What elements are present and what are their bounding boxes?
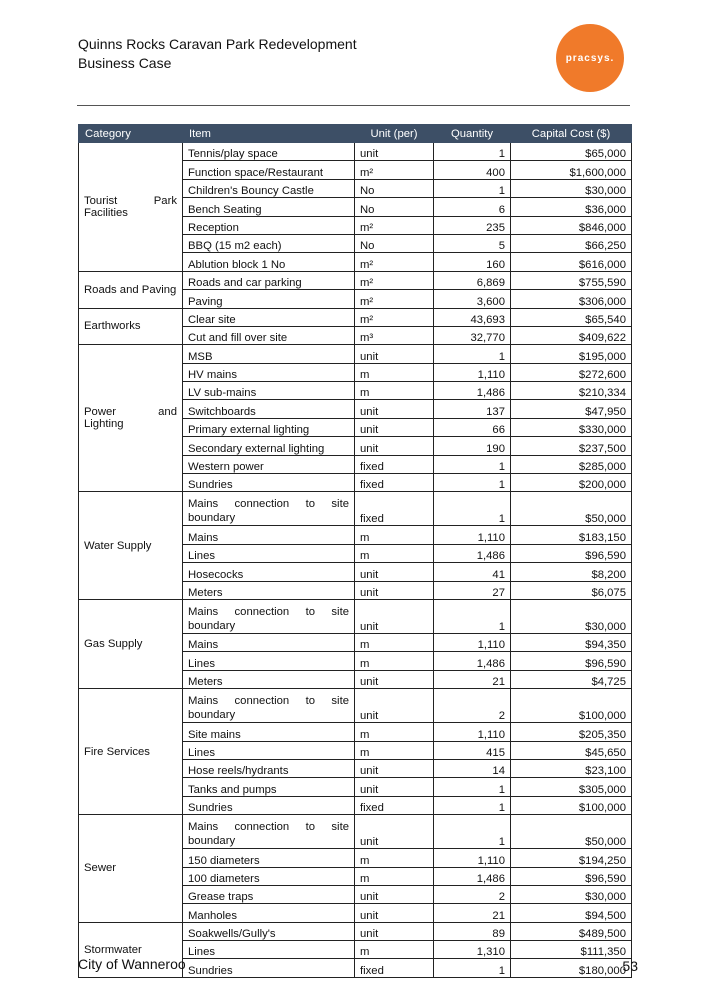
quantity-cell: 2 [434, 689, 511, 723]
quantity-cell: 1,486 [434, 544, 511, 562]
quantity-cell: 1 [434, 599, 511, 633]
unit-cell: unit [355, 922, 434, 940]
quantity-cell: 1 [434, 492, 511, 526]
cost-cell: $306,000 [511, 290, 632, 308]
cost-cell: $100,000 [511, 796, 632, 814]
unit-cell: unit [355, 400, 434, 418]
cost-cell: $183,150 [511, 526, 632, 544]
item-cell: Hosecocks [183, 563, 355, 581]
cost-cell: $30,000 [511, 885, 632, 903]
cost-cell: $180,000 [511, 959, 632, 977]
cost-cell: $96,590 [511, 544, 632, 562]
cost-cell: $30,000 [511, 599, 632, 633]
quantity-cell: 415 [434, 741, 511, 759]
item-cell: Mains connection to site boundary [183, 815, 355, 849]
quantity-cell: 14 [434, 759, 511, 777]
unit-cell: m² [355, 271, 434, 289]
item-cell: 100 diameters [183, 867, 355, 885]
cost-cell: $409,622 [511, 326, 632, 344]
cost-cell: $50,000 [511, 815, 632, 849]
unit-cell: No [355, 179, 434, 197]
quantity-cell: 2 [434, 885, 511, 903]
logo-text: pracsys. [565, 52, 615, 64]
cost-cell: $237,500 [511, 437, 632, 455]
item-cell: Lines [183, 941, 355, 959]
unit-cell: No [355, 234, 434, 252]
item-cell: Site mains [183, 723, 355, 741]
item-cell: Soakwells/Gully's [183, 922, 355, 940]
unit-cell: unit [355, 437, 434, 455]
item-cell: Mains [183, 526, 355, 544]
item-cell: Clear site [183, 308, 355, 326]
quantity-cell: 3,600 [434, 290, 511, 308]
header-divider [77, 105, 630, 106]
header-unit: Unit (per) [355, 125, 434, 143]
cost-cell: $50,000 [511, 492, 632, 526]
unit-cell: m [355, 941, 434, 959]
quantity-cell: 160 [434, 253, 511, 271]
unit-cell: unit [355, 563, 434, 581]
item-cell: Cut and fill over site [183, 326, 355, 344]
cost-cell: $272,600 [511, 363, 632, 381]
item-cell: Secondary external lighting [183, 437, 355, 455]
quantity-cell: 1 [434, 778, 511, 796]
page-number: 53 [622, 958, 638, 974]
unit-cell: m³ [355, 326, 434, 344]
quantity-cell: 6 [434, 198, 511, 216]
quantity-cell: 1,110 [434, 723, 511, 741]
item-cell: Sundries [183, 796, 355, 814]
header-quantity: Quantity [434, 125, 511, 143]
item-cell: Primary external lighting [183, 418, 355, 436]
item-cell: 150 diameters [183, 849, 355, 867]
quantity-cell: 1,486 [434, 652, 511, 670]
cost-cell: $755,590 [511, 271, 632, 289]
category-cell: Fire Services [79, 689, 183, 815]
item-cell: Mains connection to site boundary [183, 599, 355, 633]
category-cell: Sewer [79, 815, 183, 923]
cost-cell: $1,600,000 [511, 161, 632, 179]
cost-cell: $210,334 [511, 382, 632, 400]
item-cell: Western power [183, 455, 355, 473]
cost-cell: $285,000 [511, 455, 632, 473]
quantity-cell: 21 [434, 904, 511, 922]
quantity-cell: 6,869 [434, 271, 511, 289]
table-row [79, 689, 632, 723]
category-cell: Roads and Paving [79, 271, 183, 308]
cost-cell: $111,350 [511, 941, 632, 959]
item-cell: Children's Bouncy Castle [183, 179, 355, 197]
item-cell: Manholes [183, 904, 355, 922]
quantity-cell: 1 [434, 179, 511, 197]
unit-cell: m² [355, 308, 434, 326]
table-row [79, 308, 632, 326]
unit-cell: fixed [355, 959, 434, 977]
unit-cell: unit [355, 815, 434, 849]
item-cell: Bench Seating [183, 198, 355, 216]
quantity-cell: 1,486 [434, 382, 511, 400]
unit-cell: m² [355, 161, 434, 179]
header-title-line1: Quinns Rocks Caravan Park Redevelopment [78, 36, 357, 52]
item-cell: Sundries [183, 474, 355, 492]
unit-cell: unit [355, 581, 434, 599]
unit-cell: fixed [355, 474, 434, 492]
item-cell: Lines [183, 544, 355, 562]
item-cell: Paving [183, 290, 355, 308]
quantity-cell: 1 [434, 143, 511, 161]
unit-cell: unit [355, 670, 434, 688]
item-cell: Lines [183, 741, 355, 759]
cost-cell: $195,000 [511, 345, 632, 363]
header-item: Item [183, 125, 355, 143]
cost-cell: $96,590 [511, 867, 632, 885]
quantity-cell: 1,110 [434, 633, 511, 651]
cost-cell: $616,000 [511, 253, 632, 271]
header-category: Category [79, 125, 183, 143]
quantity-cell: 1,486 [434, 867, 511, 885]
quantity-cell: 400 [434, 161, 511, 179]
quantity-cell: 1,110 [434, 526, 511, 544]
table-body [79, 143, 632, 978]
item-cell: Roads and car parking [183, 271, 355, 289]
quantity-cell: 1 [434, 474, 511, 492]
item-cell: Hose reels/hydrants [183, 759, 355, 777]
cost-cell: $330,000 [511, 418, 632, 436]
quantity-cell: 5 [434, 234, 511, 252]
item-cell: Meters [183, 581, 355, 599]
table-row [79, 922, 632, 940]
unit-cell: m [355, 849, 434, 867]
quantity-cell: 1,110 [434, 849, 511, 867]
quantity-cell: 27 [434, 581, 511, 599]
category-cell: Stormwater [79, 922, 183, 977]
item-cell: MSB [183, 345, 355, 363]
document-header [78, 35, 357, 73]
cost-cell: $65,000 [511, 143, 632, 161]
cost-cell: $305,000 [511, 778, 632, 796]
cost-cell: $36,000 [511, 198, 632, 216]
cost-cell: $65,540 [511, 308, 632, 326]
cost-cell: $30,000 [511, 179, 632, 197]
item-cell: Switchboards [183, 400, 355, 418]
quantity-cell: 235 [434, 216, 511, 234]
item-cell: Ablution block 1 No [183, 253, 355, 271]
item-cell: Reception [183, 216, 355, 234]
item-cell: Tanks and pumps [183, 778, 355, 796]
unit-cell: m [355, 382, 434, 400]
cost-cell: $47,950 [511, 400, 632, 418]
unit-cell: m² [355, 253, 434, 271]
header-capital-cost: Capital Cost ($) [511, 125, 632, 143]
quantity-cell: 21 [434, 670, 511, 688]
cost-cell: $23,100 [511, 759, 632, 777]
item-cell: BBQ (15 m2 each) [183, 234, 355, 252]
quantity-cell: 89 [434, 922, 511, 940]
unit-cell: m [355, 723, 434, 741]
unit-cell: m [355, 867, 434, 885]
quantity-cell: 43,693 [434, 308, 511, 326]
unit-cell: unit [355, 778, 434, 796]
table-row [79, 599, 632, 633]
item-cell: LV sub-mains [183, 382, 355, 400]
unit-cell: m² [355, 216, 434, 234]
category-cell: Water Supply [79, 492, 183, 600]
quantity-cell: 1,310 [434, 941, 511, 959]
quantity-cell: 32,770 [434, 326, 511, 344]
item-cell: HV mains [183, 363, 355, 381]
cost-cell: $846,000 [511, 216, 632, 234]
header-title-line2: Business Case [78, 55, 172, 71]
category-cell: Earthworks [79, 308, 183, 345]
unit-cell: unit [355, 689, 434, 723]
item-cell: Mains [183, 633, 355, 651]
cost-cell: $100,000 [511, 689, 632, 723]
item-cell: Mains connection to site boundary [183, 689, 355, 723]
table-row [79, 815, 632, 849]
quantity-cell: 1 [434, 345, 511, 363]
item-cell: Mains connection to site boundary [183, 492, 355, 526]
unit-cell: unit [355, 599, 434, 633]
category-cell: Tourist Park Facilities [79, 143, 183, 272]
table-row [79, 345, 632, 363]
category-cell: Gas Supply [79, 599, 183, 688]
pracsys-logo [556, 24, 624, 92]
table-row [79, 492, 632, 526]
unit-cell: m [355, 363, 434, 381]
quantity-cell: 41 [434, 563, 511, 581]
table-row [79, 143, 632, 161]
table-header-row [79, 125, 632, 143]
cost-cell: $194,250 [511, 849, 632, 867]
cost-cell: $4,725 [511, 670, 632, 688]
unit-cell: No [355, 198, 434, 216]
unit-cell: fixed [355, 796, 434, 814]
item-cell: Sundries [183, 959, 355, 977]
cost-cell: $6,075 [511, 581, 632, 599]
item-cell: Tennis/play space [183, 143, 355, 161]
cost-cell: $489,500 [511, 922, 632, 940]
unit-cell: m [355, 633, 434, 651]
cost-cell: $8,200 [511, 563, 632, 581]
unit-cell: m [355, 526, 434, 544]
quantity-cell: 1,110 [434, 363, 511, 381]
quantity-cell: 137 [434, 400, 511, 418]
unit-cell: unit [355, 143, 434, 161]
unit-cell: unit [355, 345, 434, 363]
cost-cell: $94,500 [511, 904, 632, 922]
cost-cell: $66,250 [511, 234, 632, 252]
unit-cell: m [355, 741, 434, 759]
quantity-cell: 1 [434, 959, 511, 977]
unit-cell: fixed [355, 455, 434, 473]
unit-cell: unit [355, 759, 434, 777]
quantity-cell: 1 [434, 455, 511, 473]
footer-organisation: City of Wanneroo [78, 956, 186, 972]
unit-cell: unit [355, 418, 434, 436]
item-cell: Meters [183, 670, 355, 688]
item-cell: Function space/Restaurant [183, 161, 355, 179]
cost-cell: $94,350 [511, 633, 632, 651]
quantity-cell: 190 [434, 437, 511, 455]
capital-cost-table [78, 124, 632, 978]
unit-cell: m [355, 652, 434, 670]
unit-cell: m² [355, 290, 434, 308]
cost-cell: $200,000 [511, 474, 632, 492]
unit-cell: m [355, 544, 434, 562]
cost-cell: $96,590 [511, 652, 632, 670]
unit-cell: unit [355, 904, 434, 922]
item-cell: Lines [183, 652, 355, 670]
cost-cell: $205,350 [511, 723, 632, 741]
table-row [79, 271, 632, 289]
unit-cell: unit [355, 885, 434, 903]
item-cell: Grease traps [183, 885, 355, 903]
unit-cell: fixed [355, 492, 434, 526]
quantity-cell: 1 [434, 796, 511, 814]
category-cell: Power and Lighting [79, 345, 183, 492]
quantity-cell: 1 [434, 815, 511, 849]
cost-cell: $45,650 [511, 741, 632, 759]
quantity-cell: 66 [434, 418, 511, 436]
